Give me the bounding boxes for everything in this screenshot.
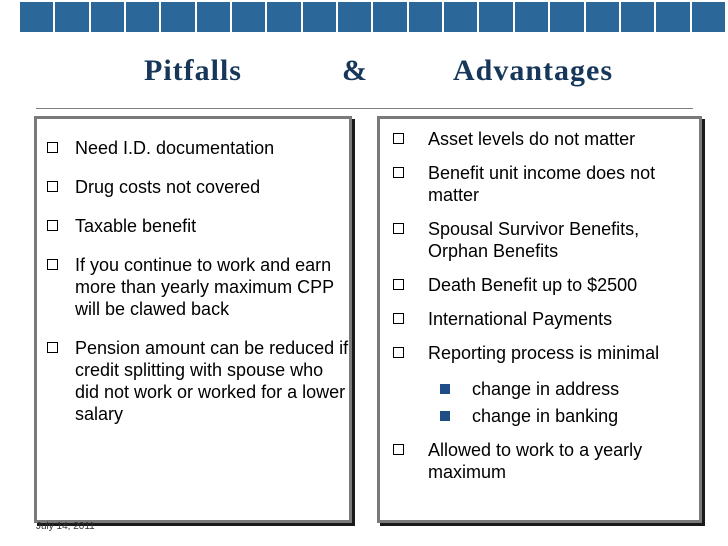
header-bar-segment <box>91 2 124 32</box>
header-bar-segment <box>550 2 583 32</box>
list-item-text: Spousal Survivor Benefits, Orphan Benefits <box>428 219 640 261</box>
title-pitfalls: Pitfalls <box>144 54 242 87</box>
pitfalls-list <box>37 119 349 425</box>
reporting-subitems <box>428 369 699 427</box>
hollow-square-bullet-icon <box>393 444 404 455</box>
header-bar-segment <box>409 2 442 32</box>
hollow-square-bullet-icon <box>47 342 58 353</box>
hollow-square-bullet-icon <box>47 220 58 231</box>
sub-list-item-text: change in banking <box>472 406 619 426</box>
filled-square-bullet-icon <box>440 411 450 421</box>
header-bar-segment <box>656 2 689 32</box>
list-item-text: Need I.D. documentation <box>75 138 275 158</box>
hollow-square-bullet-icon <box>47 142 58 153</box>
list-item-text: Reporting process is minimal <box>428 343 660 363</box>
title-divider <box>36 108 693 109</box>
hollow-square-bullet-icon <box>393 167 404 178</box>
slide-title <box>0 50 728 96</box>
list-item-text: Benefit unit income does not matter <box>428 163 656 205</box>
list-item <box>47 215 349 237</box>
pitfalls-box <box>34 116 352 523</box>
header-bar-segment <box>515 2 548 32</box>
header-bar-segment <box>20 2 53 32</box>
header-bar-segment <box>161 2 194 32</box>
advantages-list <box>380 119 699 483</box>
header-bar-segment <box>338 2 371 32</box>
list-item-text: International Payments <box>428 309 613 329</box>
list-item <box>390 128 699 150</box>
hollow-square-bullet-icon <box>393 223 404 234</box>
header-bar-segment <box>692 2 725 32</box>
list-item-text: Drug costs not covered <box>75 177 261 197</box>
list-item <box>390 218 699 262</box>
footer-date: July 14, 2011 <box>36 521 95 532</box>
title-advantages: Advantages <box>453 54 614 87</box>
list-item <box>390 274 699 296</box>
list-item-text: Allowed to work to a yearly maximum <box>428 440 643 482</box>
sub-list-item <box>438 405 699 427</box>
hollow-square-bullet-icon <box>393 133 404 144</box>
header-bar-segment <box>55 2 88 32</box>
sub-list-item-text: change in address <box>472 379 620 399</box>
list-item <box>390 439 699 483</box>
hollow-square-bullet-icon <box>393 313 404 324</box>
list-item-text: If you continue to work and earn more than yearly maximum CPP will be clawed back <box>75 255 334 319</box>
header-bar-segment <box>479 2 512 32</box>
header-bar-segment <box>126 2 159 32</box>
header-bar-segment <box>373 2 406 32</box>
list-item-text: Death Benefit up to $2500 <box>428 275 638 295</box>
header-bar-segment <box>586 2 619 32</box>
list-item <box>47 337 349 425</box>
hollow-square-bullet-icon <box>47 259 58 270</box>
hollow-square-bullet-icon <box>393 347 404 358</box>
hollow-square-bullet-icon <box>393 279 404 290</box>
header-bar-segment <box>267 2 300 32</box>
list-item <box>47 176 349 198</box>
header-bar-segment <box>197 2 230 32</box>
header-color-bar <box>20 2 725 32</box>
header-bar-segment <box>232 2 265 32</box>
list-item <box>390 342 699 427</box>
list-item <box>390 162 699 206</box>
header-bar-segment <box>444 2 477 32</box>
hollow-square-bullet-icon <box>47 181 58 192</box>
list-item-text: Pension amount can be reduced if credit splitting with spouse who did not work or worked for a lower salary <box>75 338 349 424</box>
header-bar-segment <box>303 2 336 32</box>
list-item-text: Taxable benefit <box>75 216 197 236</box>
filled-square-bullet-icon <box>440 384 450 394</box>
title-ampersand: & <box>342 54 368 87</box>
sub-list-item <box>438 378 699 400</box>
header-bar-segment <box>621 2 654 32</box>
list-item <box>390 308 699 330</box>
list-item <box>47 137 349 159</box>
advantages-box <box>377 116 702 523</box>
list-item-text: Asset levels do not matter <box>428 129 636 149</box>
list-item <box>47 254 349 320</box>
